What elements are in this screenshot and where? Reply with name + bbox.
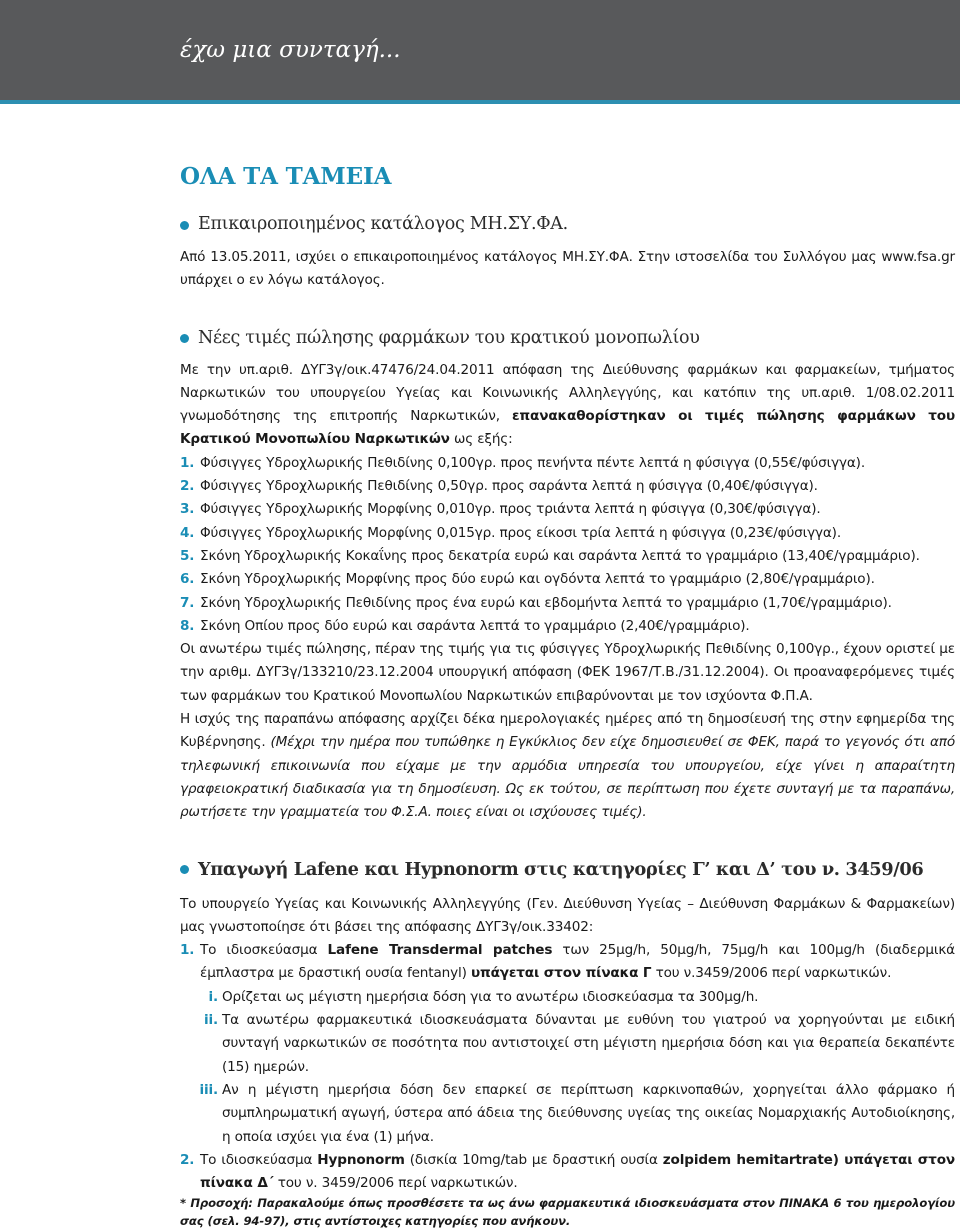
list-item <box>180 522 955 545</box>
subsection-heading-text: Νέες τιμές πώλησης φαρμάκων του κρατικού μονοπωλίου <box>198 327 700 348</box>
hypnonorm-item <box>180 1149 955 1196</box>
sub-item-text: Αν η μέγιστη ημερήσια δόση δεν επαρκεί σε περίπτωση καρκινοπαθών, χορηγείται άλλο φάρμακο ή συμπληρωματική αγωγή, ύστερα από άδεια της διεύθυνσης υγείας της οικείας Νομαρχιακής Αυτοδιοίκησης, η οποία ισχύει για ένα (1) μήνα. <box>222 1081 955 1145</box>
sub-item-number: i. <box>208 988 218 1005</box>
prices-intro <box>180 359 955 452</box>
sub-item-number: ii. <box>203 1012 218 1029</box>
list-item <box>180 498 955 521</box>
lafene-text-e: του ν.3459/2006 περί ναρκωτικών. <box>651 965 892 982</box>
footnote: * Προσοχή: Παρακαλούμε όπως προσθέσετε τα ως άνω φαρμακευτικά ιδιοσκευάσματα στον ΠΙΝΑΚΑ 6 του ημερολογίου σας (σελ. 94-97), στις αντίστοιχες κατηγορίες που ανήκουν. <box>180 1196 955 1228</box>
header-title: έχω μια συνταγή... <box>180 37 401 63</box>
hypnonorm-text-e: του ν. 3459/2006 περί ναρκωτικών. <box>273 1175 518 1192</box>
sub-item-text: Τα ανωτέρω φαρμακευτικά ιδιοσκευάσματα δύνανται με ευθύνη του γιατρού να χορηγούνται με ειδική συνταγή ναρκωτικών σε ποσότητα που αντιστοιχεί στη μέγιστη ημερήσια δόση και για θεραπεία δεκαπέντε (15) ημερών. <box>222 1012 955 1075</box>
price-list <box>180 452 955 638</box>
lafene-intro: Το υπουργείο Υγείας και Κοινωνικής Αλληλεγγύης (Γεν. Διεύθυνση Υγείας – Διεύθυνση Φαρμάκων & Φαρμακείων) μας γνωστοποίησε ότι βάσει της απόφασης ΔΥΓ3γ/οικ.33402: <box>180 895 955 935</box>
subsection-heading-prices <box>180 319 955 359</box>
prices-paragraph-2 <box>180 708 955 824</box>
prices-paragraph-1: Οι ανωτέρω τιμές πώλησης, πέραν της τιμής για τις φύσιγγες Υδροχλωρικής Πεθιδίνης 0,100γρ., έχουν οριστεί με την αριθμ. ΔΥΓ3γ/133210/23.12.2004 υπουργική απόφαση (ΦΕΚ 1967/Τ.Β./31.12.2004). Οι προαναφερόμενες τιμές των φαρμάκων του Κρατικού Μονοπωλίου Ναρκωτικών επιβαρύνονται με τον ισχύοντα Φ.Π.Α. <box>180 641 955 704</box>
list-item-number: 3. <box>180 501 195 518</box>
sub-item-number: iii. <box>199 1081 218 1098</box>
list-item-number: 1. <box>180 454 195 471</box>
list-item-text <box>200 1149 955 1196</box>
list-item-number: 5. <box>180 547 195 564</box>
list-item-text: Σκόνη Οπίου προς δύο ευρώ και σαράντα λεπτά το γραμμάριο (2,40€/γραμμάριο). <box>200 617 750 634</box>
list-item <box>180 568 955 591</box>
list-item-number: 2. <box>180 1151 195 1168</box>
list-item-text: Φύσιγγες Υδροχλωρικής Πεθιδίνης 0,100γρ. προς πενήντα πέντε λεπτά η φύσιγγα (0,55€/φύσιγγα). <box>200 454 865 471</box>
subsection-heading-text: Υπαγωγή Lafene και Hypnonorm στις κατηγορίες Γ’ και Δ’ του ν. 3459/06 <box>198 858 924 880</box>
article-body <box>180 150 955 1230</box>
bullet-icon <box>180 334 189 343</box>
list-item-text: Φύσιγγες Υδροχλωρικής Πεθιδίνης 0,50γρ. προς σαράντα λεπτά η φύσιγγα (0,40€/φύσιγγα). <box>200 478 818 495</box>
list-item <box>180 475 955 498</box>
subsection-heading-text: Επικαιροποιημένος κατάλογος ΜΗ.ΣΥ.ΦΑ. <box>198 214 568 235</box>
sub-item <box>180 1079 955 1149</box>
list-item-text: Σκόνη Υδροχλωρικής Κοκαΐνης προς δεκατρία ευρώ και σαράντα λεπτά το γραμμάριο (13,40€/γραμμάριο). <box>200 547 920 564</box>
list-item-number: 8. <box>180 617 195 634</box>
hypnonorm-text-c: (δισκία 10mg/tab με δραστική ουσία <box>404 1151 663 1168</box>
accent-divider <box>0 100 960 104</box>
sub-item <box>180 986 955 1009</box>
lafene-item <box>180 939 955 986</box>
list-item <box>180 545 955 568</box>
list-item-text: Σκόνη Υδροχλωρικής Μορφίνης προς δύο ευρώ και ογδόντα λεπτά το γραμμάριο (2,80€/γραμμάριο). <box>200 571 875 588</box>
prices-intro-end: ως εξής: <box>449 431 513 448</box>
header-band <box>0 0 960 100</box>
list-item-number: 4. <box>180 524 195 541</box>
list-item-text: Φύσιγγες Υδροχλωρικής Μορφίνης 0,015γρ. προς είκοσι τρία λεπτά η φύσιγγα (0,23€/φύσιγγα). <box>200 524 842 541</box>
subsection-heading-mhsyfa <box>180 204 955 246</box>
hypnonorm-text-a: Το ιδιοσκεύασμα <box>200 1151 318 1168</box>
lafene-text-c: των 25μg/h, 50μg/h, 75μg/h και 100μg/h (διαδερμικά έμπλαστρα με δραστική ουσία fentanyl) <box>200 942 955 982</box>
lafene-schedule: υπάγεται στον πίνακα Γ <box>470 965 652 982</box>
lafene-text-a: Το ιδιοσκεύασμα <box>200 942 328 959</box>
list-item-number: 7. <box>180 594 195 611</box>
list-item-text <box>200 939 955 986</box>
list-item-number: 2. <box>180 478 195 495</box>
lafene-product-name: Lafene Transdermal patches <box>327 942 553 959</box>
sub-item <box>180 1009 955 1079</box>
hypnonorm-schedule: zolpidem hemitartrate) υπάγεται στον πίνακα Δ΄ <box>200 1151 956 1192</box>
list-item-number: 1. <box>180 942 195 959</box>
list-item-number: 6. <box>180 571 195 588</box>
list-item <box>180 615 955 638</box>
mhsyfa-paragraph: Από 13.05.2011, ισχύει ο επικαιροποιημένος κατάλογος ΜΗ.ΣΥ.ΦΑ. Στην ιστοσελίδα του Συλλόγου μας www.fsa.gr υπάρχει ο εν λόγω κατάλογος. <box>180 249 955 289</box>
list-item <box>180 452 955 475</box>
prices-intro-text: Με την υπ.αριθ. ΔΥΓ3γ/οικ.47476/24.04.2011 απόφαση της Διεύθυνσης φαρμάκων και φαρμακείων, τμήματος Ναρκωτικών του υπουργείου Υγείας και Κοινωνικής Αλληλεγγύης, και κατόπιν της υπ.αριθ. 1/08.02.2011 γνωμοδότησης της επιτροπής Ναρκωτικών, <box>180 361 955 425</box>
prices-paragraph-2-text: Η ισχύς της παραπάνω απόφασης αρχίζει δέκα ημερολογιακές ημέρες από τη δημοσίευσή της στην εφημερίδα της Κυβέρνησης. <box>180 711 955 751</box>
subsection-heading-lafene <box>180 847 955 893</box>
prices-paragraph-2-italic: (Μέχρι την ημέρα που τυπώθηκε η Εγκύκλιος δεν είχε δημοσιευθεί σε ΦΕΚ, παρά το γεγονός ότι από τηλεφωνική επικοινωνία που είχαμε με την αρμόδια υπηρεσία του υπουργείου, είχε γίνει η απαραίτητη γραφειοκρατική διαδικασία για τη δημοσίευση. Ως εκ τούτου, σε περίπτωση που έχετε συνταγή με τα παραπάνω, ρωτήσετε την γραμματεία του Φ.Σ.Α. ποιες είναι οι ισχύουσες τιμές). <box>180 734 955 821</box>
list-item-text: Φύσιγγες Υδροχλωρικής Μορφίνης 0,010γρ. προς τριάντα λεπτά η φύσιγγα (0,30€/φύσιγγα). <box>200 501 821 518</box>
prices-intro-bold: επανακαθορίστηκαν οι τιμές πώλησης φαρμάκων του Κρατικού Μονοπωλίου Ναρκωτικών <box>180 408 955 448</box>
list-item <box>180 592 955 615</box>
hypnonorm-product-name: Hypnonorm <box>317 1151 405 1168</box>
bullet-icon <box>180 221 189 230</box>
section-title: ΟΛΑ ΤΑ ΤΑΜΕΙΑ <box>180 163 392 190</box>
bullet-icon <box>180 865 189 874</box>
sub-item-text: Ορίζεται ως μέγιστη ημερήσια δόση για το ανωτέρω ιδιοσκεύασμα τα 300μg/h. <box>222 988 759 1005</box>
list-item-text: Σκόνη Υδροχλωρικής Πεθιδίνης προς ένα ευρώ και εβδομήντα λεπτά το γραμμάριο (1,70€/γραμμάριο). <box>200 594 892 611</box>
